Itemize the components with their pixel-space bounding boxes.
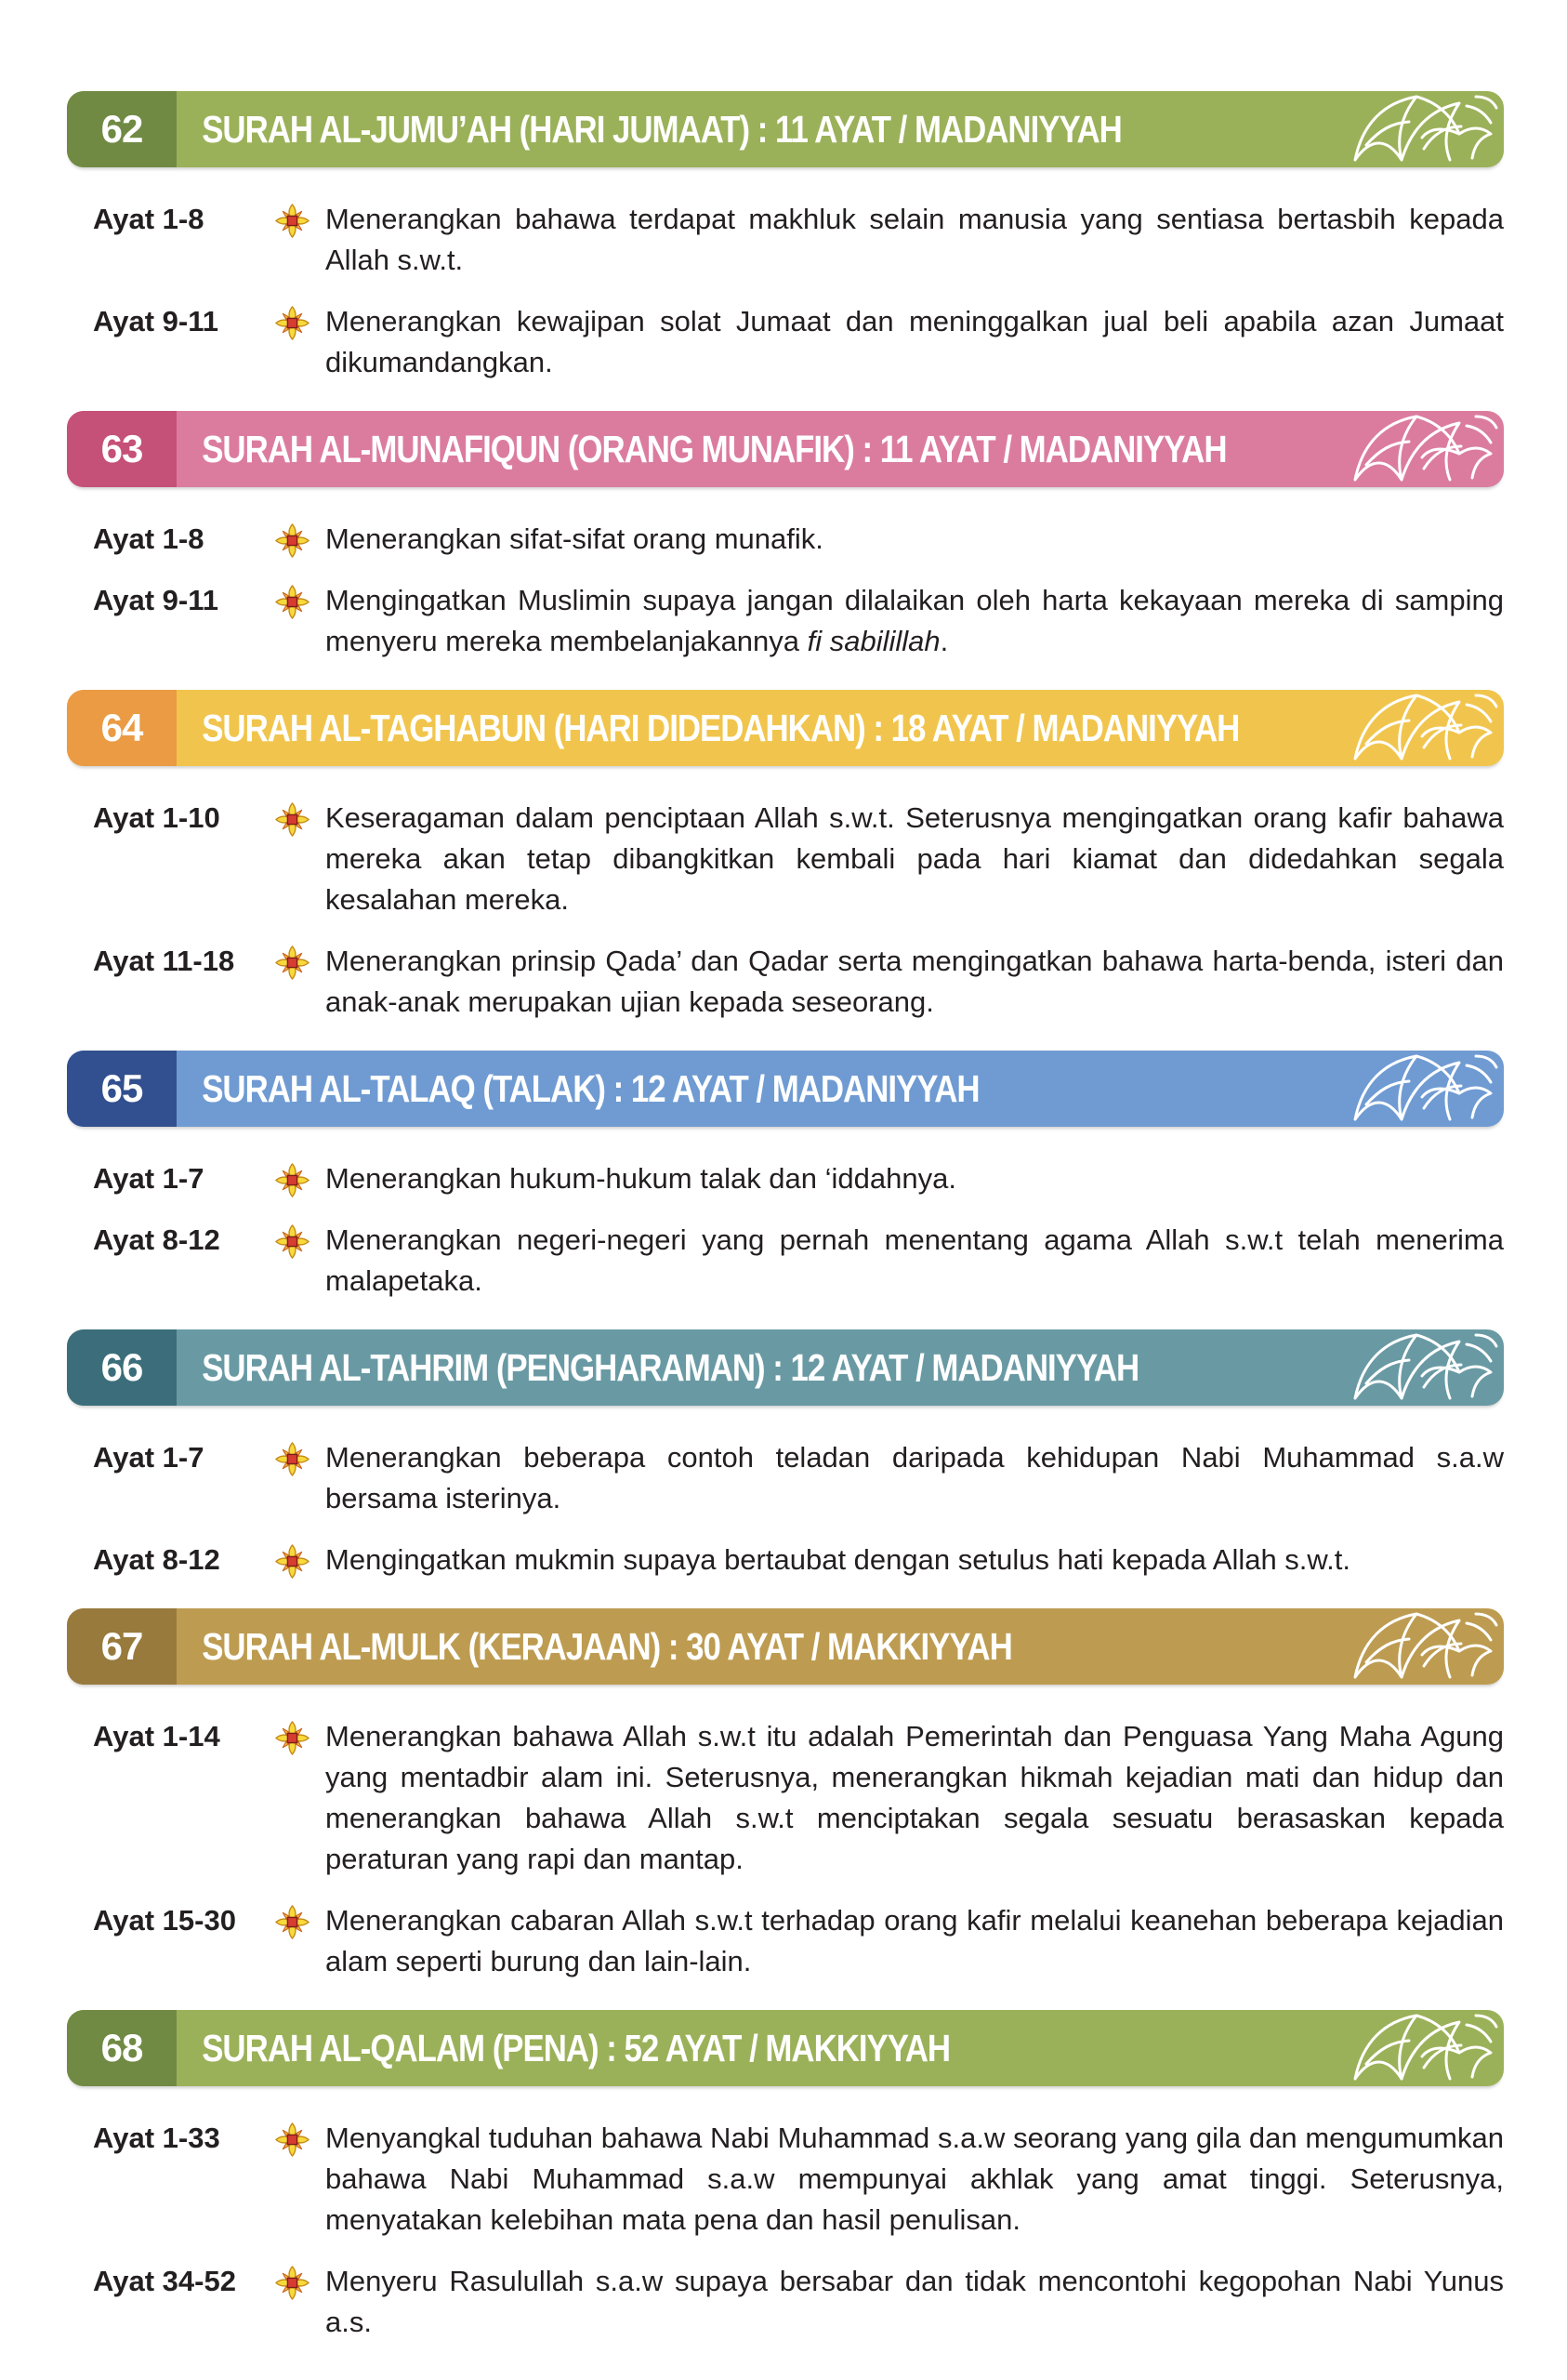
floral-ornament-icon [1338, 1051, 1498, 1127]
ayat-row [67, 1716, 1504, 1880]
ayat-range-label: Ayat 8-12 [93, 1543, 220, 1576]
ayat-description: Menerangkan bahawa Allah s.w.t itu adalah Pemerintah dan Penguasa Yang Maha Agung yang mentadbir alam ini. Seterusnya, menerangkan hikmah kejadian mati dan hidup dan menerangkan bahawa Allah s.w.t menciptakan segala sesuatu berasaskan kepada peraturan yang rapi dan mantap. [325, 1720, 1504, 1875]
flower-bullet-icon [275, 1158, 325, 1197]
ayat-row [67, 1220, 1504, 1302]
floral-ornament-icon [1338, 690, 1498, 766]
ayat-description: Menerangkan kewajipan solat Jumaat dan meninggalkan jual beli apabila azan Jumaat dikumandangkan. [325, 305, 1504, 378]
section-header-bar [67, 1329, 1504, 1406]
flower-bullet-icon [275, 199, 325, 238]
ayat-range-label: Ayat 1-10 [93, 801, 220, 834]
section-header-bar [67, 690, 1504, 766]
flower-bullet-icon [275, 1220, 325, 1259]
ayat-description: Menerangkan beberapa contoh teladan daripada kehidupan Nabi Muhammad s.a.w bersama isterinya. [325, 1441, 1504, 1514]
ayat-range-label: Ayat 1-7 [93, 1162, 204, 1195]
ayat-row [67, 199, 1504, 281]
ayat-row [67, 1540, 1504, 1580]
surah-title: SURAH AL-TAHRIM (PENGHARAMAN) : 12 AYAT / MADANIYYAH [202, 1345, 1139, 1389]
section-header-bar [67, 91, 1504, 167]
ayat-row [67, 519, 1504, 560]
surah-title: SURAH AL-JUMU’AH (HARI JUMAAT) : 11 AYAT / MADANIYYAH [202, 107, 1122, 151]
flower-bullet-icon [275, 1540, 325, 1579]
ayat-row [67, 301, 1504, 383]
ayat-description: Menerangkan negeri-negeri yang pernah menentang agama Allah s.w.t telah menerima malapetaka. [325, 1223, 1504, 1297]
ayat-description: Menerangkan cabaran Allah s.w.t terhadap orang kafir melalui keanehan beberapa kejadian alam seperti burung dan lain-lain. [325, 1904, 1504, 1977]
section-header-bar [67, 1051, 1504, 1127]
surah-number: 68 [67, 2010, 177, 2086]
ayat-description: Menerangkan bahawa terdapat makhluk selain manusia yang sentiasa bertasbih kepada Allah s.w.t. [325, 203, 1504, 276]
flower-bullet-icon [275, 1900, 325, 1939]
ayat-range-label: Ayat 11-18 [93, 945, 235, 977]
surah-number: 66 [67, 1329, 177, 1406]
surah-section-68 [67, 2010, 1504, 2343]
ayat-description: Menyeru Rasulullah s.a.w supaya bersabar dan tidak mencontohi kegopohan Nabi Yunus a.s. [325, 2265, 1504, 2338]
surah-number: 62 [67, 91, 177, 167]
ayat-range-label: Ayat 1-14 [93, 1720, 220, 1752]
surah-title: SURAH AL-MUNAFIQUN (ORANG MUNAFIK) : 11 AYAT / MADANIYYAH [202, 427, 1227, 470]
section-header-bar [67, 1608, 1504, 1685]
floral-ornament-icon [1338, 1329, 1498, 1406]
flower-bullet-icon [275, 301, 325, 340]
ayat-range-label: Ayat 9-11 [93, 584, 218, 616]
surah-title: SURAH AL-TALAQ (TALAK) : 12 AYAT / MADANIYYAH [202, 1066, 980, 1110]
ayat-description: Menyangkal tuduhan bahawa Nabi Muhammad s.a.w seorang yang gila dan mengumumkan bahawa Nabi Muhammad s.a.w mempunyai akhlak yang amat tinggi. Seterusnya, menyatakan kelebihan mata pena dan hasil penulisan. [325, 2122, 1504, 2236]
surah-section-67 [67, 1608, 1504, 1982]
ayat-description: Menerangkan hukum-hukum talak dan ‘iddahnya. [325, 1162, 956, 1195]
flower-bullet-icon [275, 1437, 325, 1476]
ayat-range-label: Ayat 34-52 [93, 2265, 236, 2297]
ayat-description: Menerangkan sifat-sifat orang munafik. [325, 522, 823, 555]
surah-section-63 [67, 411, 1504, 662]
ayat-row [67, 2261, 1504, 2343]
ayat-range-label: Ayat 9-11 [93, 305, 218, 337]
surah-title: SURAH AL-MULK (KERAJAAN) : 30 AYAT / MAKKIYYAH [202, 1624, 1012, 1668]
flower-bullet-icon [275, 2261, 325, 2300]
flower-bullet-icon [275, 580, 325, 619]
surah-section-64 [67, 690, 1504, 1023]
ayat-range-label: Ayat 1-7 [93, 1441, 204, 1474]
ayat-range-label: Ayat 8-12 [93, 1223, 220, 1256]
ayat-description: Menerangkan prinsip Qada’ dan Qadar serta mengingatkan bahawa harta-benda, isteri dan anak-anak merupakan ujian kepada seseorang. [325, 945, 1504, 1018]
flower-bullet-icon [275, 2118, 325, 2157]
surah-section-66 [67, 1329, 1504, 1580]
floral-ornament-icon [1338, 2010, 1498, 2086]
ayat-range-label: Ayat 1-8 [93, 522, 204, 555]
ayat-row [67, 1158, 1504, 1199]
flower-bullet-icon [275, 798, 325, 837]
ayat-description: Mengingatkan Muslimin supaya jangan dilalaikan oleh harta kekayaan mereka di samping menyeru mereka membelanjakannya fi sabilillah. [325, 584, 1504, 657]
ayat-range-label: Ayat 1-8 [93, 203, 204, 235]
section-header-bar [67, 411, 1504, 487]
ayat-description: Mengingatkan mukmin supaya bertaubat dengan setulus hati kepada Allah s.w.t. [325, 1543, 1350, 1576]
surah-section-65 [67, 1051, 1504, 1302]
ayat-row [67, 1437, 1504, 1519]
surah-number: 65 [67, 1051, 177, 1127]
surah-title: SURAH AL-QALAM (PENA) : 52 AYAT / MAKKIYYAH [202, 2026, 951, 2069]
ayat-range-label: Ayat 15-30 [93, 1904, 236, 1937]
ayat-row [67, 1900, 1504, 1982]
ayat-description: Keseragaman dalam penciptaan Allah s.w.t. Seterusnya mengingatkan orang kafir bahawa mereka akan tetap dibangkitkan kembali pada hari kiamat dan didedahkan segala kesalahan mereka. [325, 801, 1504, 916]
section-header-bar [67, 2010, 1504, 2086]
ayat-row [67, 798, 1504, 920]
page-content [67, 91, 1504, 2371]
flower-bullet-icon [275, 941, 325, 980]
floral-ornament-icon [1338, 1608, 1498, 1685]
surah-title: SURAH AL-TAGHABUN (HARI DIDEDAHKAN) : 18 AYAT / MADANIYYAH [202, 706, 1240, 749]
flower-bullet-icon [275, 519, 325, 558]
surah-number: 67 [67, 1608, 177, 1685]
surah-section-62 [67, 91, 1504, 383]
surah-number: 64 [67, 690, 177, 766]
floral-ornament-icon [1338, 91, 1498, 167]
surah-number: 63 [67, 411, 177, 487]
ayat-row [67, 580, 1504, 662]
ayat-row [67, 2118, 1504, 2241]
flower-bullet-icon [275, 1716, 325, 1755]
ayat-range-label: Ayat 1-33 [93, 2122, 220, 2154]
ayat-row [67, 941, 1504, 1023]
floral-ornament-icon [1338, 411, 1498, 487]
